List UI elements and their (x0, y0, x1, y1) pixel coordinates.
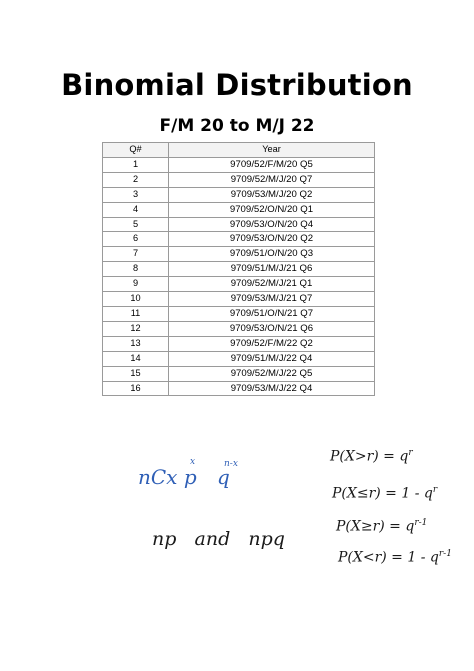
paper-code: 9709/51/O/N/21 Q7 (169, 306, 375, 321)
table-row (103, 262, 375, 277)
page-title: Binomial Distribution (61, 68, 413, 102)
prob-greater-exp: r (408, 448, 413, 458)
formula-p-exponent: x (190, 457, 196, 467)
table-header-row (103, 143, 375, 158)
paper-code: 9709/51/M/J/21 Q6 (169, 262, 375, 277)
page-subtitle: F/M 20 to M/J 22 (159, 116, 315, 136)
paper-code: 9709/53/M/J/21 Q7 (169, 292, 375, 307)
question-number: 5 (103, 217, 169, 232)
paper-code: 9709/52/F/M/22 Q2 (169, 336, 375, 351)
question-number: 11 (103, 306, 169, 321)
prob-greater-equal-exp: r-1 (414, 518, 428, 528)
paper-code: 9709/53/M/J/22 Q4 (169, 381, 375, 396)
prob-less-equal-text: P(X≤r) = 1 - q (332, 485, 433, 502)
paper-code: 9709/52/O/N/20 Q1 (169, 202, 375, 217)
paper-code: 9709/52/M/J/20 Q7 (169, 172, 375, 187)
table-row (103, 202, 375, 217)
table-row (103, 366, 375, 381)
paper-code: 9709/52/F/M/20 Q5 (169, 157, 375, 172)
paper-code: 9709/53/O/N/21 Q6 (169, 321, 375, 336)
formula-q-exponent: n-x (224, 459, 238, 469)
question-number: 3 (103, 187, 169, 202)
table-body (103, 157, 375, 396)
paper-code: 9709/53/O/N/20 Q4 (169, 217, 375, 232)
table-row (103, 217, 375, 232)
table-row (103, 187, 375, 202)
table-row (103, 232, 375, 247)
formula-ncx-p: nCx p (138, 465, 197, 489)
question-number: 13 (103, 336, 169, 351)
table-row (103, 157, 375, 172)
prob-less-than-text: P(X<r) = 1 - q (338, 549, 439, 566)
table-row (103, 292, 375, 307)
question-number: 9 (103, 277, 169, 292)
question-number: 7 (103, 247, 169, 262)
paper-code: 9709/51/M/J/22 Q4 (169, 351, 375, 366)
prob-less-equal (332, 485, 437, 502)
paper-code: 9709/52/M/J/21 Q1 (169, 277, 375, 292)
table-row (103, 321, 375, 336)
prob-less-equal-exp: r (432, 485, 438, 495)
mean-variance-note: np and npq (152, 528, 285, 550)
table-row (103, 381, 375, 396)
question-number: 10 (103, 292, 169, 307)
paper-code: 9709/53/O/N/20 Q2 (169, 232, 375, 247)
table-row (103, 247, 375, 262)
question-number: 14 (103, 351, 169, 366)
prob-less-than-exp: r-1 (438, 549, 452, 559)
table-row (103, 336, 375, 351)
paper-code: 9709/53/M/J/20 Q2 (169, 187, 375, 202)
prob-less-than (338, 549, 452, 566)
table-row (103, 351, 375, 366)
paper-code: 9709/52/M/J/22 Q5 (169, 366, 375, 381)
prob-greater-equal-text: P(X≥r) = q (336, 518, 415, 535)
question-number: 4 (103, 202, 169, 217)
question-number: 12 (103, 321, 169, 336)
question-number: 16 (103, 381, 169, 396)
table-row (103, 306, 375, 321)
table-row (103, 172, 375, 187)
header-q-number: Q# (103, 143, 169, 158)
header-year: Year (169, 143, 375, 158)
formula-q: q (216, 465, 230, 489)
question-number: 15 (103, 366, 169, 381)
question-number: 8 (103, 262, 169, 277)
prob-greater-than (330, 448, 413, 465)
paper-code: 9709/51/O/N/20 Q3 (169, 247, 375, 262)
prob-greater-equal (336, 518, 427, 535)
question-table (102, 142, 375, 396)
question-number: 1 (103, 157, 169, 172)
question-number: 2 (103, 172, 169, 187)
prob-greater-text: P(X>r) = q (330, 448, 409, 465)
table-row (103, 277, 375, 292)
binomial-formula (138, 457, 238, 489)
question-number: 6 (103, 232, 169, 247)
